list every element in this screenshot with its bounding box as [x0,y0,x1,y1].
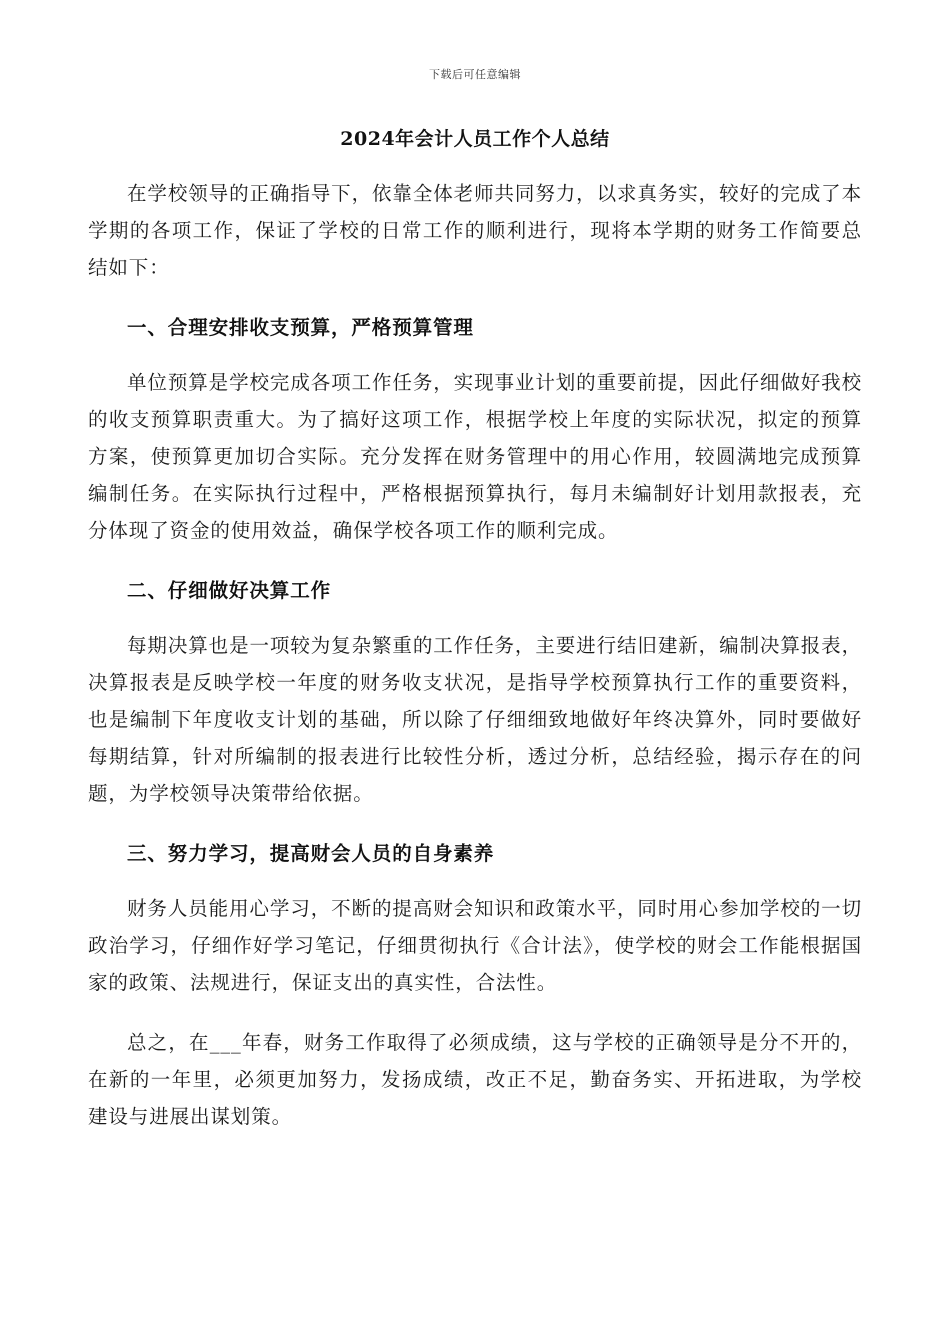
section-paragraph-2: 每期决算也是一项较为复杂繁重的工作任务，主要进行结旧建新，编制决算报表，决算报表是反映学校一年度的财务收支状况，是指导学校预算执行工作的重要资料，也是编制下年度收支计划的基础，所以除了仔细细致地做好年终决算外，同时要做好每期结算，针对所编制的报表进行比较性分析，透过分析，总结经验，揭示存在的问题，为学校领导决策带给依据。 [88,634,862,805]
conclusion-paragraph: 总之，在___年春，财务工作取得了必须成绩，这与学校的正确领导是分不开的，在新的一年里，必须更加努力，发扬成绩，改正不足，勤奋务实、开拓进取，为学校建设与进展出谋划策。 [88,1031,862,1128]
section-paragraph-3: 财务人员能用心学习，不断的提高财会知识和政策水平，同时用心参加学校的一切政治学习，仔细作好学习笔记，仔细贯彻执行《合计法》，使学校的财会工作能根据国家的政策、法规进行，保证支出的真实性，合法性。 [88,897,862,994]
document-body [88,175,862,1135]
section-heading-3: 三、努力学习，提高财会人员的自身素养 [127,842,495,865]
section-paragraph-1: 单位预算是学校完成各项工作任务，实现事业计划的重要前提，因此仔细做好我校的收支预算职责重大。为了搞好这项工作，根据学校上年度的实际状况，拟定的预算方案，使预算更加切合实际。充分发挥在财务管理中的用心作用，较圆满地完成预算编制任务。在实际执行过程中，严格根据预算执行，每月未编制好计划用款报表，充分体现了资金的使用效益，确保学校各项工作的顺利完成。 [88,371,862,542]
intro-paragraph: 在学校领导的正确指导下，依靠全体老师共同努力，以求真务实，较好的完成了本学期的各项工作，保证了学校的日常工作的顺利进行，现将本学期的财务工作简要总结如下： [88,182,862,279]
section-heading-2: 二、仔细做好决算工作 [127,579,332,602]
header-note: 下载后可任意编辑 [429,68,521,81]
document-title: 2024年会计人员工作个人总结 [340,128,610,150]
section-heading-1: 一、合理安排收支预算，严格预算管理 [127,316,474,339]
